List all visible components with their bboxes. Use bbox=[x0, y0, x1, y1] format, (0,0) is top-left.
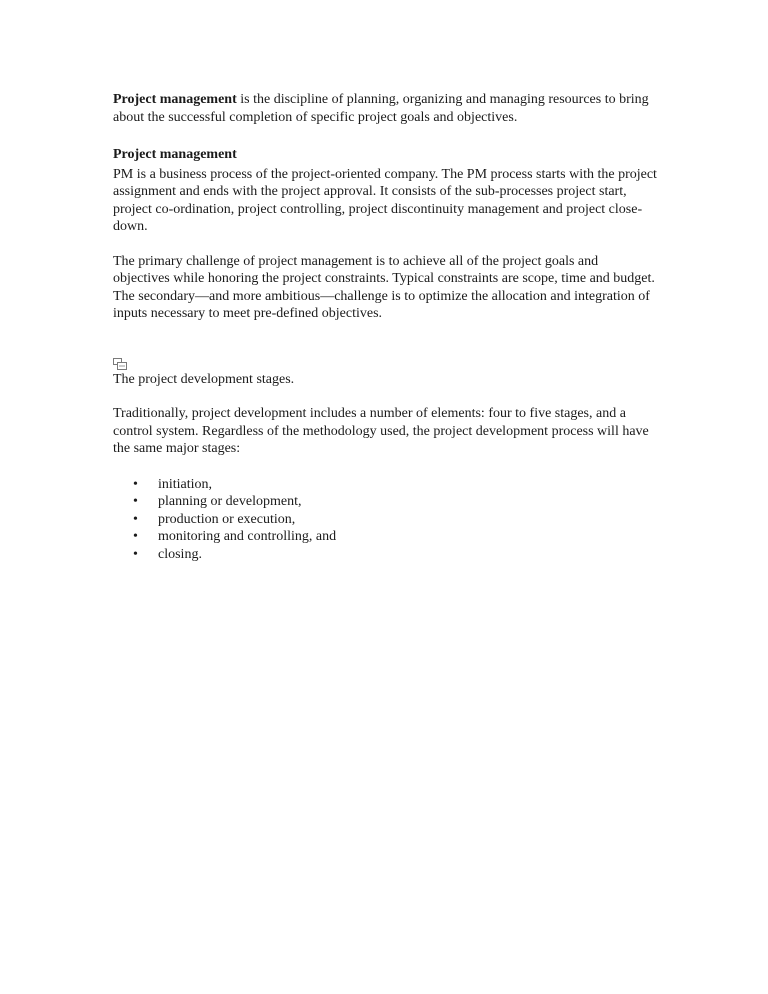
intro-paragraph bbox=[113, 91, 658, 126]
stages-list bbox=[113, 476, 658, 564]
list-item: • production or execution, bbox=[113, 511, 658, 529]
section-heading: Project management bbox=[113, 147, 237, 162]
pm-process-paragraph: PM is a business process of the project-oriented company. The PM process starts with the project assignment and ends with the project approval. It consists of the sub-processes project start, project co-ordination, project controlling, project discontinuity management and project close-down. bbox=[113, 166, 657, 234]
list-item: • monitoring and controlling, and bbox=[113, 528, 658, 546]
list-item: • planning or development, bbox=[113, 493, 658, 511]
pm-challenge-paragraph: The primary challenge of project management is to achieve all of the project goals and objectives while honoring the project constraints. Typical constraints are scope, time and budget. The secondary—and more ambitious—challenge is to optimize the allocation and integration of inputs necessary to meet pre-defined objectives. bbox=[113, 253, 655, 321]
figure-block bbox=[113, 358, 658, 389]
development-paragraph: Traditionally, project development includes a number of elements: four to five stages, and a control system. Regardless of the methodology used, the project development process will have the same major stages: bbox=[113, 406, 649, 456]
intro-text: is the discipline of planning, organizing and managing resources to bring about the successful completion of specific project goals and objectives. bbox=[113, 92, 649, 125]
intro-bold-term: Project management bbox=[113, 92, 237, 107]
figure-caption: The project development stages. bbox=[113, 371, 295, 387]
document-page bbox=[113, 91, 658, 563]
image-placeholder-icon bbox=[113, 358, 127, 370]
list-item: • closing. bbox=[113, 546, 658, 564]
list-item: • initiation, bbox=[113, 476, 658, 494]
